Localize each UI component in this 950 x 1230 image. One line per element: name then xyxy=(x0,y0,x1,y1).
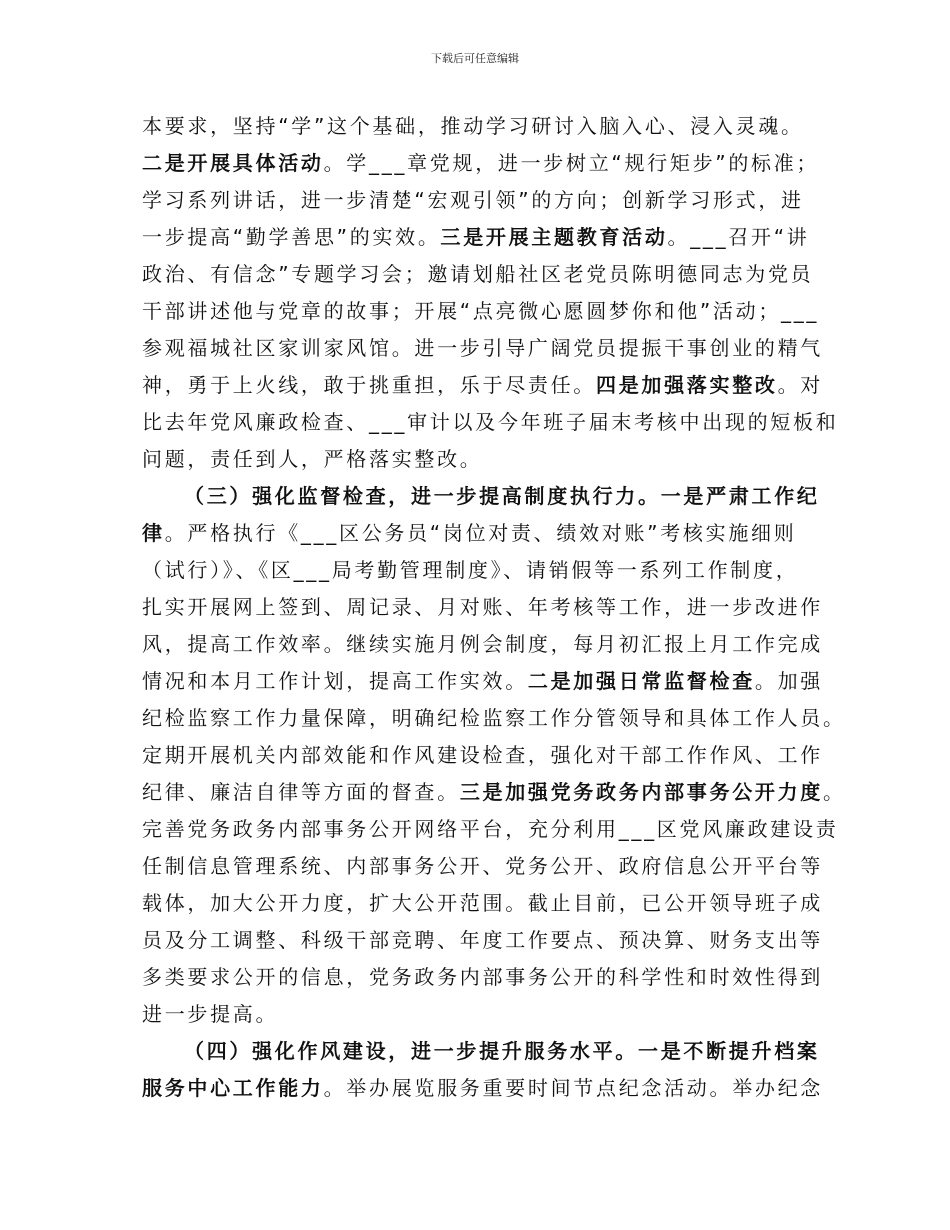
text-segment: 纪检监察工作力量保障，明确纪检监察工作分管领导和具体工作人员。 xyxy=(142,706,846,730)
text-line xyxy=(142,700,846,737)
text-segment: 学习系列讲话，进一步清楚“宏观引领”的方向；创新学习形式，进 xyxy=(142,188,804,212)
text-line xyxy=(142,367,832,404)
text-segment: 进一步提高。 xyxy=(142,1002,279,1026)
bold-text-segment: （三）强化监督检查，进一步提高制度执行力。一是严肃工作纪 xyxy=(184,484,820,508)
text-line xyxy=(142,293,832,330)
text-segment: 参观福城社区家训家风馆。进一步引导广阔党员提振干事创业的精气 xyxy=(142,336,823,360)
text-segment: 员及分工调整、科级干部竞聘、年度工作要点、预决算、财务支出等 xyxy=(142,928,823,952)
text-segment: 纪律、廉洁自律等方面的督查。 xyxy=(142,780,460,804)
text-segment: 。对 xyxy=(777,373,824,397)
text-segment: 。 xyxy=(823,780,846,804)
page-header: 下载后可任意编辑 xyxy=(431,52,519,65)
bold-text-segment: 二是加强日常监督检查 xyxy=(527,669,755,693)
text-segment: 。举办展览服务重要时间节点纪念活动。举办纪念 xyxy=(323,1076,824,1100)
text-segment: 政治、有信念”专题学习会；邀请划船社区老党员陈明德同志为党员 xyxy=(142,262,814,286)
text-line xyxy=(142,996,832,1033)
text-line xyxy=(142,589,832,626)
text-segment: 。___召开“讲 xyxy=(667,225,810,249)
text-segment: 情况和本月工作计划，提高工作实效。 xyxy=(142,669,528,693)
text-line xyxy=(142,515,832,552)
text-line xyxy=(142,848,832,885)
bold-text-segment: 三是加强党务政务内部事务公开力度 xyxy=(459,780,824,804)
text-segment: 。加强 xyxy=(754,669,824,693)
text-line xyxy=(142,811,839,848)
text-segment: 载体，加大公开力度，扩大公开范围。截止目前，已公开领导班子成 xyxy=(142,891,823,915)
bold-text-segment: 服务中心工作能力 xyxy=(142,1076,324,1100)
text-line xyxy=(142,885,832,922)
text-line xyxy=(142,182,832,219)
bold-text-segment: 二是开展具体活动 xyxy=(142,151,324,175)
bold-text-segment: 律 xyxy=(142,521,165,545)
text-segment: 风，提高工作效率。继续实施月例会制度，每月初汇报上月工作完成 xyxy=(142,632,823,656)
text-segment: 一步提高“勤学善思”的实效。 xyxy=(142,225,441,249)
text-line xyxy=(142,441,832,478)
bold-text-segment: （四）强化作风建设，进一步提升服务水平。一是不断提升档案 xyxy=(184,1039,820,1063)
text-line xyxy=(142,1033,832,1070)
text-segment: 扎实开展网上签到、周记录、月对账、年考核等工作，进一步改进作 xyxy=(142,595,823,619)
text-line xyxy=(142,626,832,663)
text-segment: （试行）》、《区___局考勤管理制度》、请销假等一系列工作制度， xyxy=(142,558,799,582)
text-segment: 。学___章党规，进一步树立“规行矩步”的标准； xyxy=(323,151,820,175)
text-segment: 定期开展机关内部效能和作风建设检查，强化对干部工作作风、工作 xyxy=(142,743,823,767)
text-segment: 神，勇于上火线，敢于挑重担，乐于尽责任。 xyxy=(142,373,596,397)
text-line xyxy=(142,737,832,774)
text-line xyxy=(142,330,832,367)
text-line xyxy=(142,552,832,589)
bold-text-segment: 三是开展主题教育活动 xyxy=(440,225,668,249)
text-segment: 干部讲述他与党章的故事；开展“点亮微心愿圆梦你和他”活动；___ xyxy=(142,299,820,323)
text-segment: 多类要求公开的信息，党务政务内部事务公开的科学性和时效性得到 xyxy=(142,965,823,989)
text-line xyxy=(142,108,832,145)
text-segment: 完善党务政务内部事务公开网络平台，充分利用___区党风廉政建设责 xyxy=(142,817,839,841)
text-line xyxy=(142,404,839,441)
text-line xyxy=(142,145,832,182)
text-segment: 任制信息管理系统、内部事务公开、党务公开、政府信息公开平台等 xyxy=(142,854,823,878)
text-segment: 。严格执行《___区公务员“岗位对责、绩效对账”考核实施细则 xyxy=(164,521,797,545)
document-body xyxy=(142,108,846,1107)
text-segment: 比去年党风廉政检查、___审计以及今年班子届末考核中出现的短板和 xyxy=(142,410,839,434)
text-line xyxy=(142,478,832,515)
text-line xyxy=(142,922,832,959)
text-line xyxy=(142,774,846,811)
text-line xyxy=(142,256,832,293)
text-segment: 本要求，坚持“学”这个基础，推动学习研讨入脑入心、浸入灵魂。 xyxy=(142,114,804,138)
text-line xyxy=(142,959,832,996)
text-line xyxy=(142,219,832,256)
text-line xyxy=(142,663,832,700)
text-line xyxy=(142,1070,832,1107)
text-segment: 问题，责任到人，严格落实整改。 xyxy=(142,447,483,471)
bold-text-segment: 四是加强落实整改 xyxy=(596,373,778,397)
